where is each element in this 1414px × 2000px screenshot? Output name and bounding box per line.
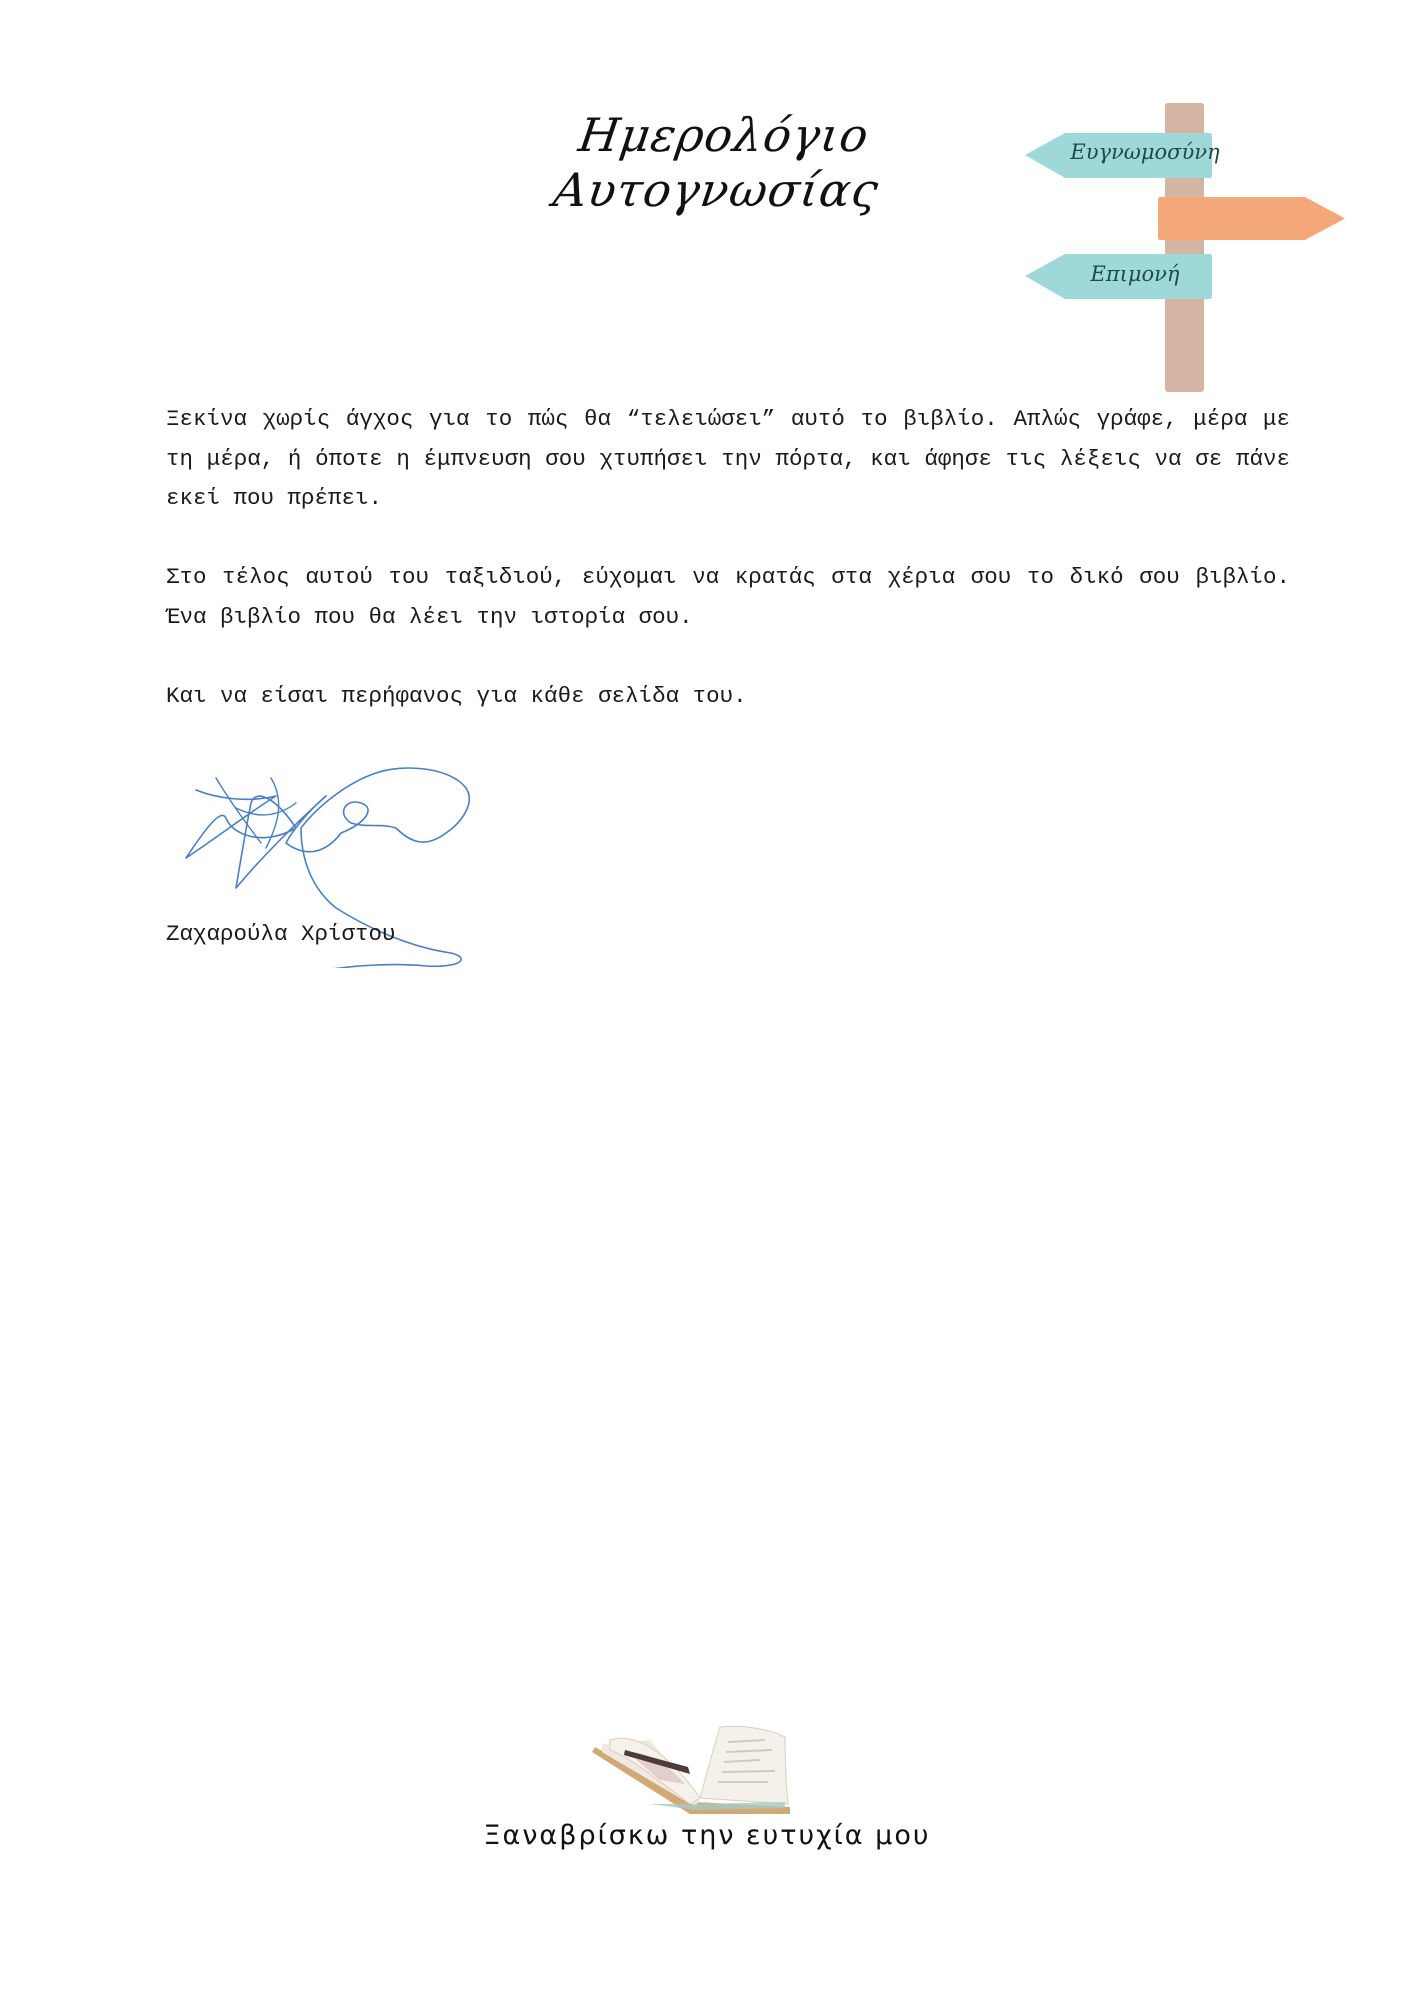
signer-name: Ζαχαρούλα Χρίστου bbox=[166, 921, 396, 947]
open-book-icon bbox=[590, 1722, 810, 1822]
sign-label-gratitude: Ευγνωμοσύνη bbox=[1070, 140, 1220, 164]
paragraph: Ξεκίνα χωρίς άγχος για το πώς θα “τελειώσει” αυτό το βιβλίο. Απλώς γράφε, μέρα με τη μέρα, ή όποτε η έμπνευση σου χτυπήσει την πόρτα, και άφησε τις λέξεις να σε πάνε εκεί που πρέπει. bbox=[166, 406, 1290, 511]
signpost-illustration bbox=[1020, 100, 1350, 400]
sign-label-persistence: Επιμονή bbox=[1090, 262, 1180, 286]
open-book-illustration bbox=[590, 1722, 810, 1822]
paragraph: Και να είσαι περήφανος για κάθε σελίδα του. bbox=[166, 682, 747, 709]
page-title: Ημερολόγιο Αυτογνωσίας bbox=[550, 108, 883, 218]
paragraph: Στο τέλος αυτού του ταξιδιού, εύχομαι να κρατάς στα χέρια σου το δικό σου βιβλίο. Ένα βιβλίο που θα λέει την ιστορία σου. bbox=[166, 564, 1290, 630]
letter-body bbox=[166, 400, 1290, 756]
footer-tagline: Ξαναβρίσκω την ευτυχία μου bbox=[483, 1820, 931, 1851]
